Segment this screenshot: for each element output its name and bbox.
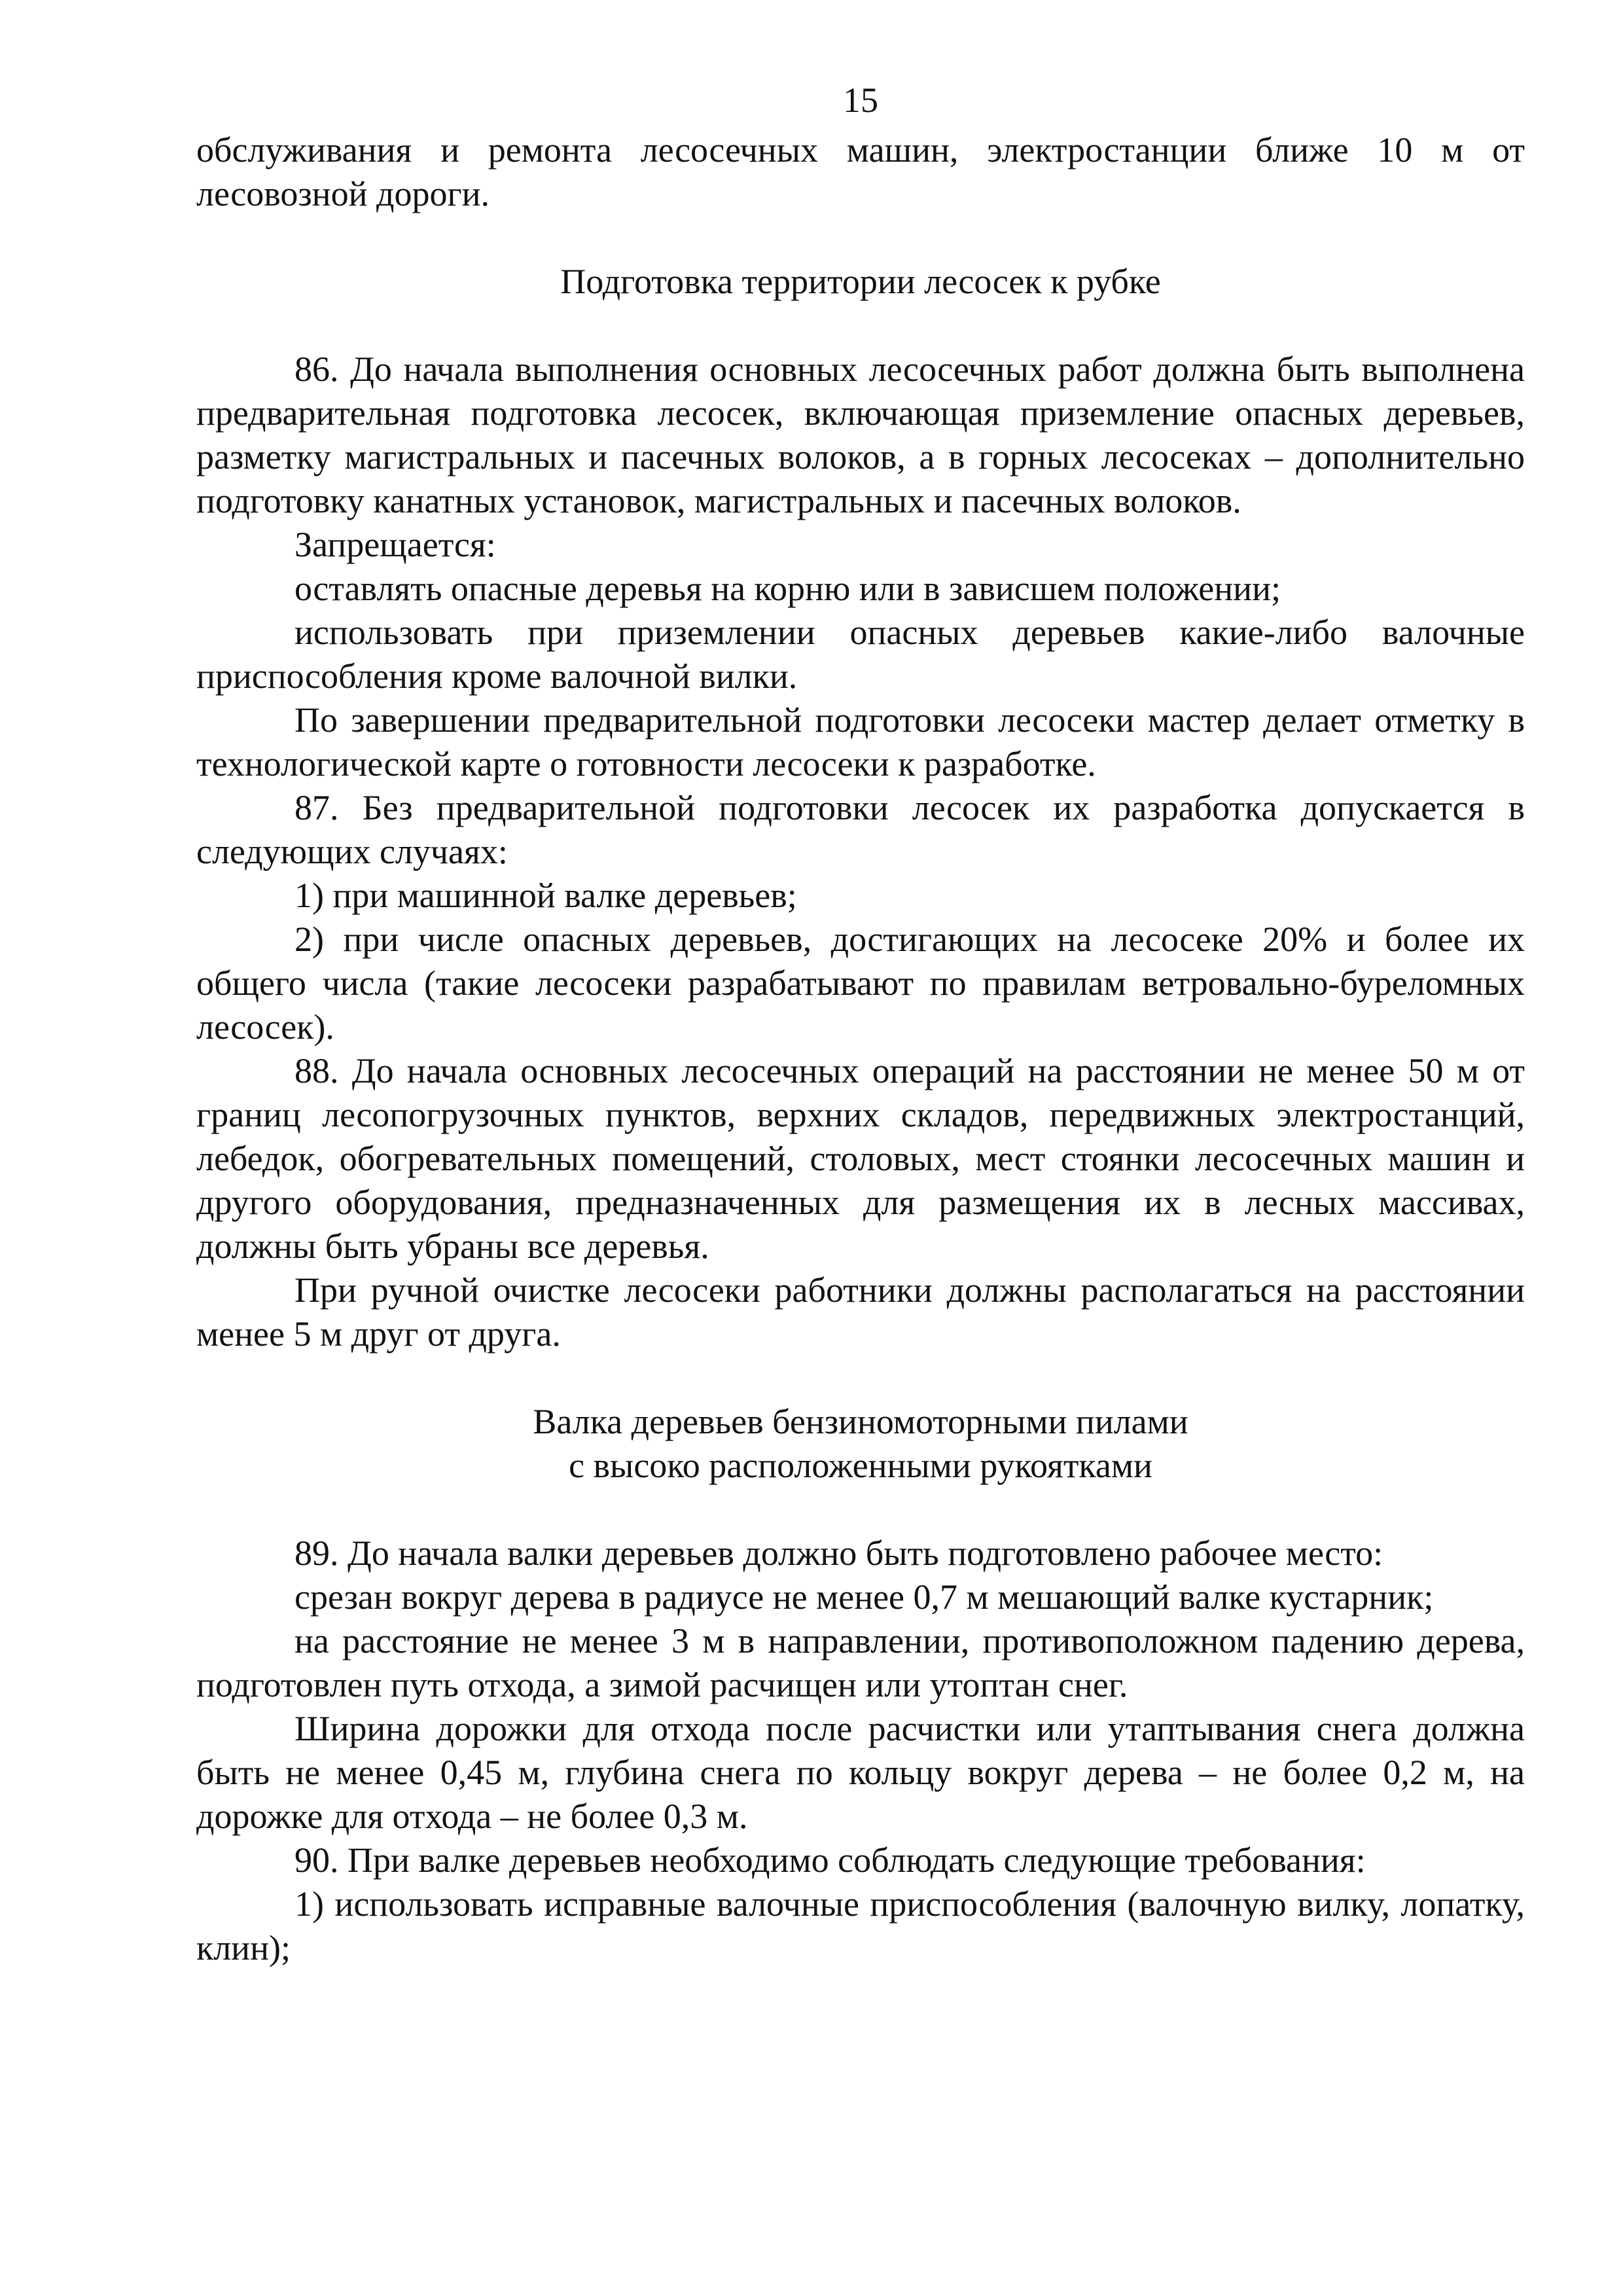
paragraph: 1) использовать исправные валочные приспособления (валочную вилку, лопатку, клин); <box>196 1884 1525 1967</box>
document-body <box>196 128 1525 1970</box>
section-spacer <box>196 1488 1525 1532</box>
paragraph: При ручной очистке лесосеки работники должны располагаться на расстоянии менее 5 м друг от друга. <box>196 1270 1525 1354</box>
paragraph: 86. До начала выполнения основных лесосечных работ должна быть выполнена предварительная подготовка лесосек, включающая приземление опасных деревьев, разметку магистральных и пасечных волоков, а в горных лесосеках – дополнительно подготовку канатных установок, магистральных и пасечных волоков. <box>196 350 1525 520</box>
document-page <box>196 79 1525 1970</box>
section-spacer <box>196 216 1525 260</box>
paragraph: срезан вокруг дерева в радиусе не менее 0,7 м мешающий валке кустарник; <box>294 1577 1434 1617</box>
section-heading: Подготовка территории лесосек к рубке <box>560 262 1161 301</box>
page-number: 15 <box>843 81 878 120</box>
section-spacer <box>196 1356 1525 1400</box>
section-spacer <box>196 304 1525 348</box>
paragraph: 89. До начала валки деревьев должно быть подготовлено рабочее место: <box>294 1534 1383 1573</box>
paragraph: использовать при приземлении опасных деревьев какие-либо валочные приспособления кроме валочной вилки. <box>196 613 1525 696</box>
paragraph: оставлять опасные деревья на корню или в зависшем положении; <box>294 569 1281 608</box>
paragraph: 88. До начала основных лесосечных операций на расстоянии не менее 50 м от границ лесопогрузочных пунктов, верхних складов, передвижных электростанций, лебедок, обогревательных помещений, столовых, мест стоянки лесосечных машин и другого оборудования, предназначенных для размещения их в лесных массивах, должны быть убраны все деревья. <box>196 1051 1525 1266</box>
paragraph: Запрещается: <box>294 525 496 564</box>
paragraph: 90. При валке деревьев необходимо соблюдать следующие требования: <box>294 1840 1366 1880</box>
paragraph: 1) при машинной валке деревьев; <box>294 876 797 915</box>
paragraph: Ширина дорожки для отхода после расчистки или утаптывания снега должна быть не менее 0,45 м, глубина снега по кольцу вокруг дерева – не более 0,2 м, на дорожке для отхода – не более 0,3 м. <box>196 1709 1525 1836</box>
paragraph: на расстояние не менее 3 м в направлении, противоположном падению дерева, подготовлен путь отхода, а зимой расчищен или утоптан снег. <box>196 1621 1525 1704</box>
section-heading: Валка деревьев бензиномоторными пилами <box>533 1402 1188 1441</box>
paragraph: 2) при числе опасных деревьев, достигающих на лесосеке 20% и более их общего числа (такие лесосеки разрабатывают по правилам ветровально-буреломных лесосек). <box>196 920 1525 1047</box>
paragraph: По завершении предварительной подготовки лесосеки мастер делает отметку в технологической карте о готовности лесосеки к разработке. <box>196 700 1525 783</box>
paragraph: обслуживания и ремонта лесосечных машин, электростанции ближе 10 м от лесовозной дороги. <box>196 130 1525 213</box>
section-heading: с высоко расположенными рукоятками <box>569 1446 1152 1485</box>
paragraph: 87. Без предварительной подготовки лесосек их разработка допускается в следующих случаях: <box>196 788 1525 871</box>
